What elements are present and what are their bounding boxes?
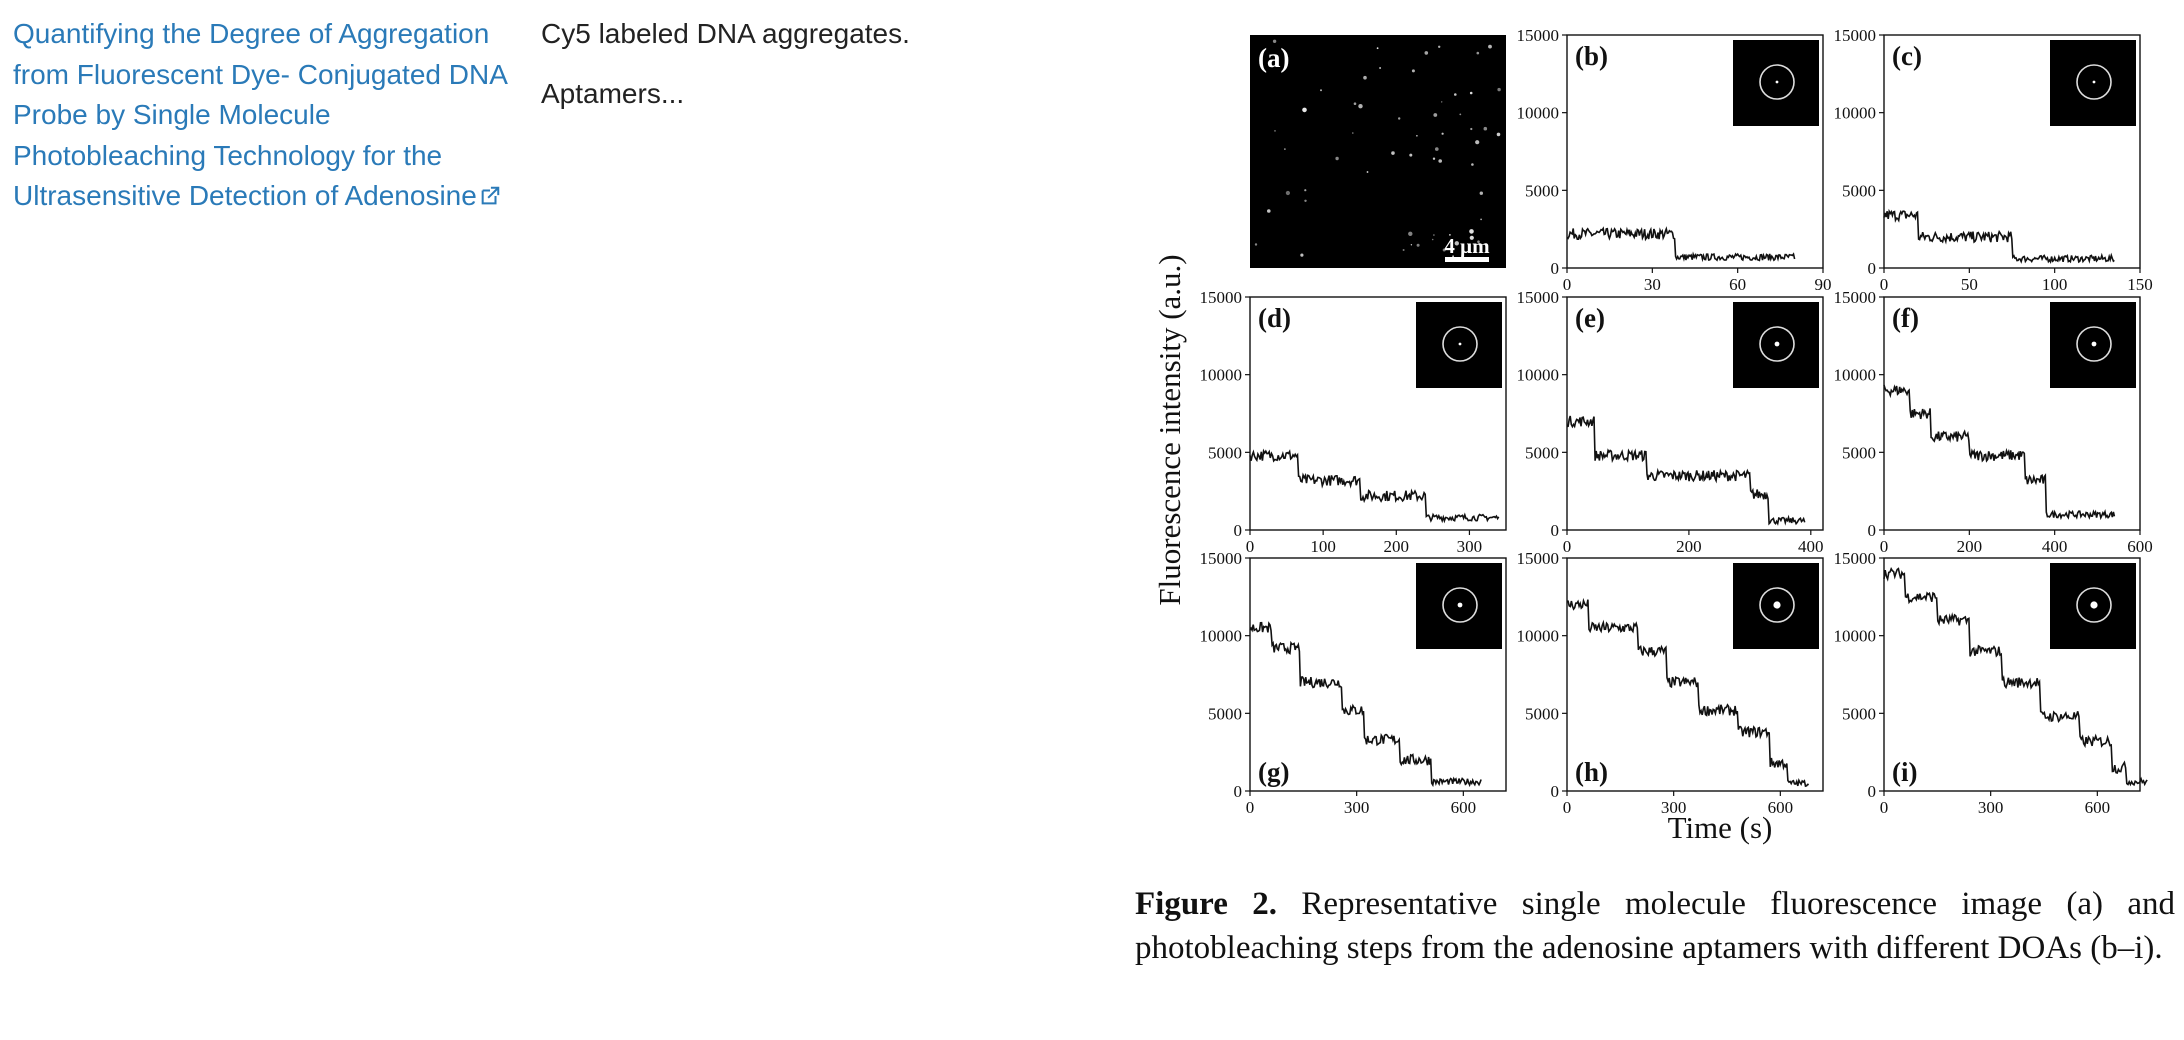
molecule-spot: [1469, 229, 1474, 234]
x-tick-label: 0: [1245, 798, 1255, 817]
inset-image: [2050, 40, 2136, 126]
panel-f: [1834, 288, 2153, 556]
panel-d: [1200, 288, 1507, 556]
x-tick-label: 100: [2041, 275, 2068, 294]
figure-caption: [1135, 882, 2175, 970]
molecule-spot: [1497, 133, 1501, 137]
inset-spot: [1459, 343, 1462, 346]
x-tick-label: 150: [2127, 275, 2153, 294]
y-tick-label: 0: [1550, 782, 1559, 801]
y-tick-label: 10000: [1833, 365, 1876, 385]
inset-image: [1416, 302, 1502, 388]
x-tick-label: 600: [1450, 798, 1477, 817]
y-tick-label: 0: [1867, 782, 1876, 801]
x-tick-label: 100: [1310, 537, 1336, 556]
x-tick-label: 300: [1343, 798, 1370, 817]
y-tick-label: 5000: [1208, 443, 1242, 463]
x-tick-label: 400: [1798, 537, 1824, 556]
molecule-spot: [1320, 89, 1322, 91]
molecule-spot: [1435, 147, 1439, 151]
x-tick-label: 200: [1676, 537, 1702, 556]
x-axis-label: Time (s): [1667, 810, 1773, 845]
molecule-spot: [1416, 135, 1418, 137]
molecule-spot: [1412, 69, 1415, 72]
scale-bar-label: 4 μm: [1444, 234, 1490, 258]
panel-label: (a): [1258, 43, 1290, 73]
x-tick-label: 0: [1562, 537, 1572, 556]
molecule-spot: [1433, 113, 1437, 117]
inset-spot: [2093, 81, 2096, 84]
molecule-spot: [1477, 52, 1480, 55]
y-tick-label: 5000: [1525, 704, 1559, 724]
x-tick-label: 200: [1383, 537, 1410, 556]
molecule-spot: [1367, 171, 1369, 173]
x-tick-label: 0: [1879, 537, 1889, 556]
molecule-spot: [1425, 51, 1429, 55]
molecule-spot: [1300, 254, 1303, 257]
molecule-spot: [1433, 158, 1435, 160]
y-axis-label: Fluorescence intensity (a.u.): [1152, 254, 1187, 606]
inset-spot: [2090, 601, 2097, 608]
y-tick-label: 5000: [1525, 181, 1559, 201]
molecule-spot: [1391, 151, 1395, 155]
x-tick-label: 30: [1643, 275, 1661, 294]
molecule-spot: [1302, 108, 1307, 113]
panel-g: [1200, 549, 1507, 817]
x-tick-label: 90: [1814, 275, 1832, 294]
x-tick-label: 600: [2127, 537, 2153, 556]
panel-a: [1250, 35, 1506, 268]
molecule-spot: [1417, 244, 1420, 247]
y-tick-label: 10000: [1516, 626, 1559, 646]
y-tick-label: 15000: [1199, 288, 1242, 307]
y-tick-label: 0: [1550, 259, 1559, 278]
molecule-spot: [1379, 67, 1381, 69]
inset-spot: [1458, 603, 1463, 608]
y-tick-label: 15000: [1516, 26, 1559, 45]
x-tick-label: 0: [1879, 798, 1889, 817]
y-tick-label: 15000: [1516, 549, 1559, 568]
y-tick-label: 10000: [1199, 365, 1242, 385]
panel-e: [1517, 288, 1824, 556]
y-tick-label: 15000: [1833, 288, 1876, 307]
y-tick-label: 10000: [1516, 365, 1559, 385]
description-cell: [541, 14, 1041, 134]
molecule-spot: [1442, 133, 1444, 135]
y-tick-label: 0: [1867, 521, 1876, 540]
x-tick-label: 300: [1660, 798, 1687, 817]
y-tick-label: 5000: [1842, 704, 1876, 724]
x-tick-label: 200: [1956, 537, 1983, 556]
x-tick-label: 600: [1767, 798, 1794, 817]
y-tick-label: 0: [1867, 259, 1876, 278]
molecule-spot: [1398, 117, 1400, 119]
molecule-spot: [1475, 140, 1479, 144]
molecule-spot: [1484, 127, 1488, 131]
x-tick-label: 300: [1456, 537, 1483, 556]
molecule-spot: [1377, 47, 1379, 49]
inset-spot: [1773, 601, 1780, 608]
x-tick-label: 0: [1879, 275, 1889, 294]
panel-label: (c): [1892, 41, 1922, 71]
y-tick-label: 0: [1233, 782, 1242, 801]
tag-text: Aptamers...: [541, 78, 685, 109]
molecule-spot: [1470, 128, 1472, 130]
x-tick-label: 50: [1960, 275, 1978, 294]
panel-h: [1517, 549, 1824, 817]
x-tick-label: 0: [1562, 275, 1572, 294]
panel-label: (e): [1575, 303, 1605, 333]
y-tick-label: 0: [1233, 521, 1242, 540]
x-tick-label: 60: [1729, 275, 1747, 294]
panel-label: (i): [1892, 757, 1918, 787]
x-tick-label: 600: [2084, 798, 2111, 817]
figure-svg: [1135, 20, 2180, 880]
molecule-spot: [1286, 191, 1290, 195]
molecule-spot: [1438, 159, 1442, 163]
molecule-spot: [1354, 102, 1357, 105]
panel-label: (g): [1258, 757, 1290, 787]
x-tick-label: 400: [2041, 537, 2068, 556]
molecule-spot: [1408, 232, 1412, 236]
x-tick-label: 0: [1562, 798, 1572, 817]
molecule-spot: [1304, 200, 1306, 202]
caption-text: Representative single molecule fluorescence image (a) and photobleaching steps from the adenosine aptamers with different DOAs (b–i).: [1135, 886, 2175, 966]
molecule-spot: [1471, 163, 1474, 166]
molecule-spot: [1470, 92, 1473, 95]
panel-c: [1834, 26, 2153, 294]
panel-label: (h): [1575, 757, 1608, 787]
molecule-spot: [1454, 93, 1457, 96]
paper-title-text: Quantifying the Degree of Aggregation from Fluorescent Dye- Conjugated DNA Probe by Single Molecule Photobleaching Technology for the Ultrasensitive Detection of Adenosine: [13, 18, 507, 211]
molecule-spot: [1335, 157, 1338, 160]
molecule-spot: [1480, 219, 1482, 221]
molecule-spot: [1274, 130, 1276, 132]
y-tick-label: 15000: [1199, 549, 1242, 568]
panel-label: (b): [1575, 41, 1608, 71]
molecule-spot: [1441, 101, 1442, 102]
molecule-spot: [1358, 104, 1362, 108]
y-tick-label: 15000: [1516, 288, 1559, 307]
molecule-spot: [1459, 114, 1461, 116]
inset-spot: [1775, 342, 1780, 347]
molecule-spot: [1432, 239, 1434, 241]
external-link-icon: [479, 185, 501, 207]
y-tick-label: 15000: [1833, 549, 1876, 568]
x-tick-label: 0: [1245, 537, 1255, 556]
y-tick-label: 0: [1550, 521, 1559, 540]
molecule-spot: [1409, 154, 1412, 157]
y-tick-label: 10000: [1833, 626, 1876, 646]
molecule-spot: [1433, 234, 1435, 236]
y-tick-label: 5000: [1842, 181, 1876, 201]
molecule-spot: [1363, 76, 1367, 80]
panel-i: [1834, 549, 2148, 817]
molecule-spot: [1438, 46, 1440, 48]
panel-b: [1517, 26, 1832, 294]
inset-image: [1733, 40, 1819, 126]
paper-link-cell: [13, 14, 513, 217]
y-tick-label: 5000: [1208, 704, 1242, 724]
inset-spot: [2092, 342, 2097, 347]
description-text: Cy5 labeled DNA aggregates.: [541, 18, 910, 49]
molecule-spot: [1352, 132, 1354, 134]
y-tick-label: 10000: [1516, 103, 1559, 123]
molecule-spot: [1403, 249, 1405, 251]
molecule-spot: [1304, 189, 1306, 191]
panel-label: (f): [1892, 303, 1919, 333]
y-tick-label: 10000: [1833, 103, 1876, 123]
y-tick-label: 15000: [1833, 26, 1876, 45]
molecule-spot: [1284, 148, 1285, 149]
y-tick-label: 5000: [1525, 443, 1559, 463]
molecule-spot: [1497, 88, 1500, 91]
caption-label: Figure 2.: [1135, 886, 1277, 922]
figure-2: [1135, 20, 2180, 1020]
molecule-spot: [1488, 45, 1492, 49]
molecule-spot: [1411, 244, 1412, 245]
molecule-spot: [1267, 209, 1271, 213]
panel-label: (d): [1258, 303, 1291, 333]
y-tick-label: 5000: [1842, 443, 1876, 463]
x-tick-label: 300: [1977, 798, 2004, 817]
paper-title-link[interactable]: [13, 14, 513, 217]
molecule-spot: [1480, 192, 1483, 195]
molecule-spot: [1255, 243, 1257, 245]
inset-spot: [1776, 81, 1779, 84]
y-tick-label: 10000: [1199, 626, 1242, 646]
